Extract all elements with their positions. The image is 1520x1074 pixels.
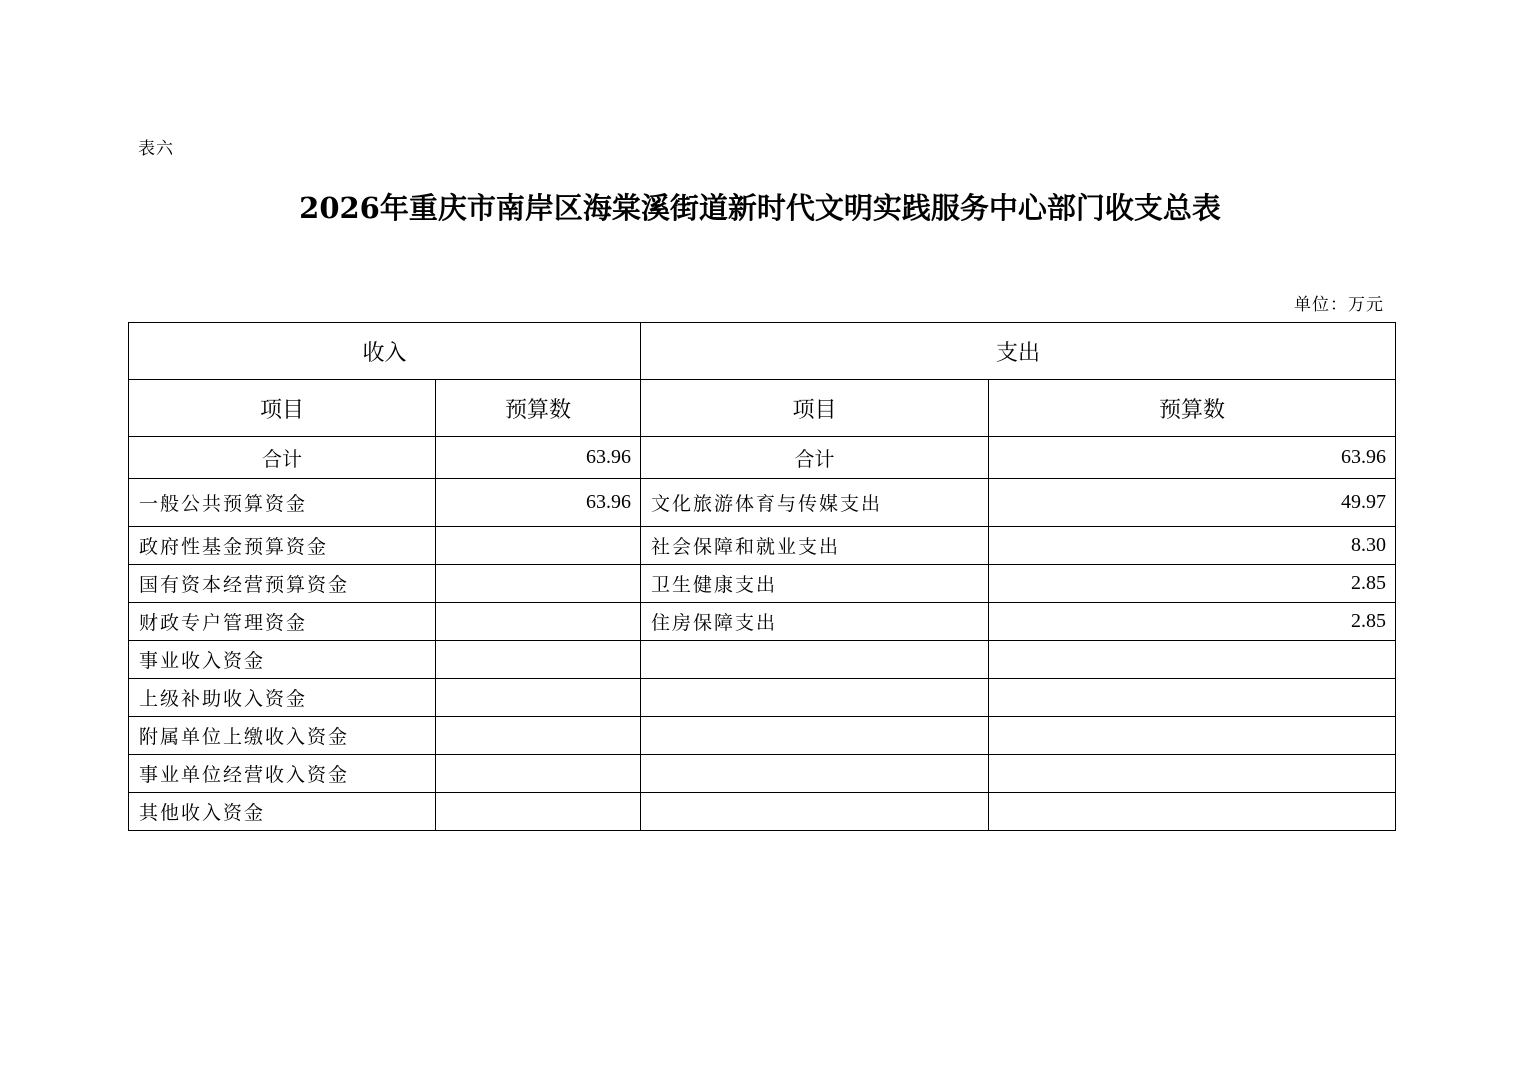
income-item-cell: 国有资本经营预算资金 — [129, 565, 436, 603]
unit-label: 单位：万元 — [1294, 295, 1384, 315]
expense-value-cell: 49.97 — [989, 479, 1396, 527]
table-row — [129, 717, 1396, 755]
expense-total-value: 63.96 — [989, 437, 1396, 479]
expense-budget-header: 预算数 — [989, 380, 1396, 437]
expense-item-cell: 社会保障和就业支出 — [641, 527, 989, 565]
expense-item-header: 项目 — [641, 380, 989, 437]
expense-section-header: 支出 — [641, 323, 1396, 380]
table-row — [129, 755, 1396, 793]
income-item-cell: 财政专户管理资金 — [129, 603, 436, 641]
income-value-cell — [436, 717, 641, 755]
expense-value-cell: 8.30 — [989, 527, 1396, 565]
income-value-cell — [436, 603, 641, 641]
income-item-cell: 一般公共预算资金 — [129, 479, 436, 527]
expense-item-cell — [641, 717, 989, 755]
budget-table — [128, 322, 1396, 831]
expense-item-cell: 文化旅游体育与传媒支出 — [641, 479, 989, 527]
income-value-cell — [436, 641, 641, 679]
expense-item-cell — [641, 641, 989, 679]
table-label: 表六 — [138, 139, 174, 159]
expense-item-cell — [641, 679, 989, 717]
expense-value-cell — [989, 755, 1396, 793]
table-row — [129, 565, 1396, 603]
income-item-cell: 事业收入资金 — [129, 641, 436, 679]
table-row — [129, 527, 1396, 565]
income-value-cell — [436, 755, 641, 793]
income-item-cell: 其他收入资金 — [129, 793, 436, 831]
income-item-cell: 上级补助收入资金 — [129, 679, 436, 717]
expense-value-cell — [989, 679, 1396, 717]
income-section-header: 收入 — [129, 323, 641, 380]
income-item-cell: 政府性基金预算资金 — [129, 527, 436, 565]
income-value-cell: 63.96 — [436, 479, 641, 527]
income-value-cell — [436, 793, 641, 831]
expense-item-cell: 卫生健康支出 — [641, 565, 989, 603]
expense-item-cell — [641, 755, 989, 793]
income-item-header: 项目 — [129, 380, 436, 437]
income-value-cell — [436, 527, 641, 565]
expense-item-cell — [641, 793, 989, 831]
expense-value-cell: 2.85 — [989, 565, 1396, 603]
income-budget-header: 预算数 — [436, 380, 641, 437]
income-item-cell: 附属单位上缴收入资金 — [129, 717, 436, 755]
expense-value-cell — [989, 793, 1396, 831]
expense-value-cell — [989, 717, 1396, 755]
income-total-value: 63.96 — [436, 437, 641, 479]
income-item-cell: 事业单位经营收入资金 — [129, 755, 436, 793]
table-row — [129, 479, 1396, 527]
table-row — [129, 679, 1396, 717]
expense-value-cell: 2.85 — [989, 603, 1396, 641]
page-title: 2026年重庆市南岸区海棠溪街道新时代文明实践服务中心部门收支总表 — [299, 191, 1221, 225]
income-value-cell — [436, 565, 641, 603]
table-row — [129, 641, 1396, 679]
table-row — [129, 603, 1396, 641]
income-total-label: 合计 — [129, 437, 436, 479]
expense-total-label: 合计 — [641, 437, 989, 479]
section-header-row — [129, 323, 1396, 380]
total-row — [129, 437, 1396, 479]
income-value-cell — [436, 679, 641, 717]
table-row — [129, 793, 1396, 831]
column-header-row — [129, 380, 1396, 437]
expense-item-cell: 住房保障支出 — [641, 603, 989, 641]
expense-value-cell — [989, 641, 1396, 679]
